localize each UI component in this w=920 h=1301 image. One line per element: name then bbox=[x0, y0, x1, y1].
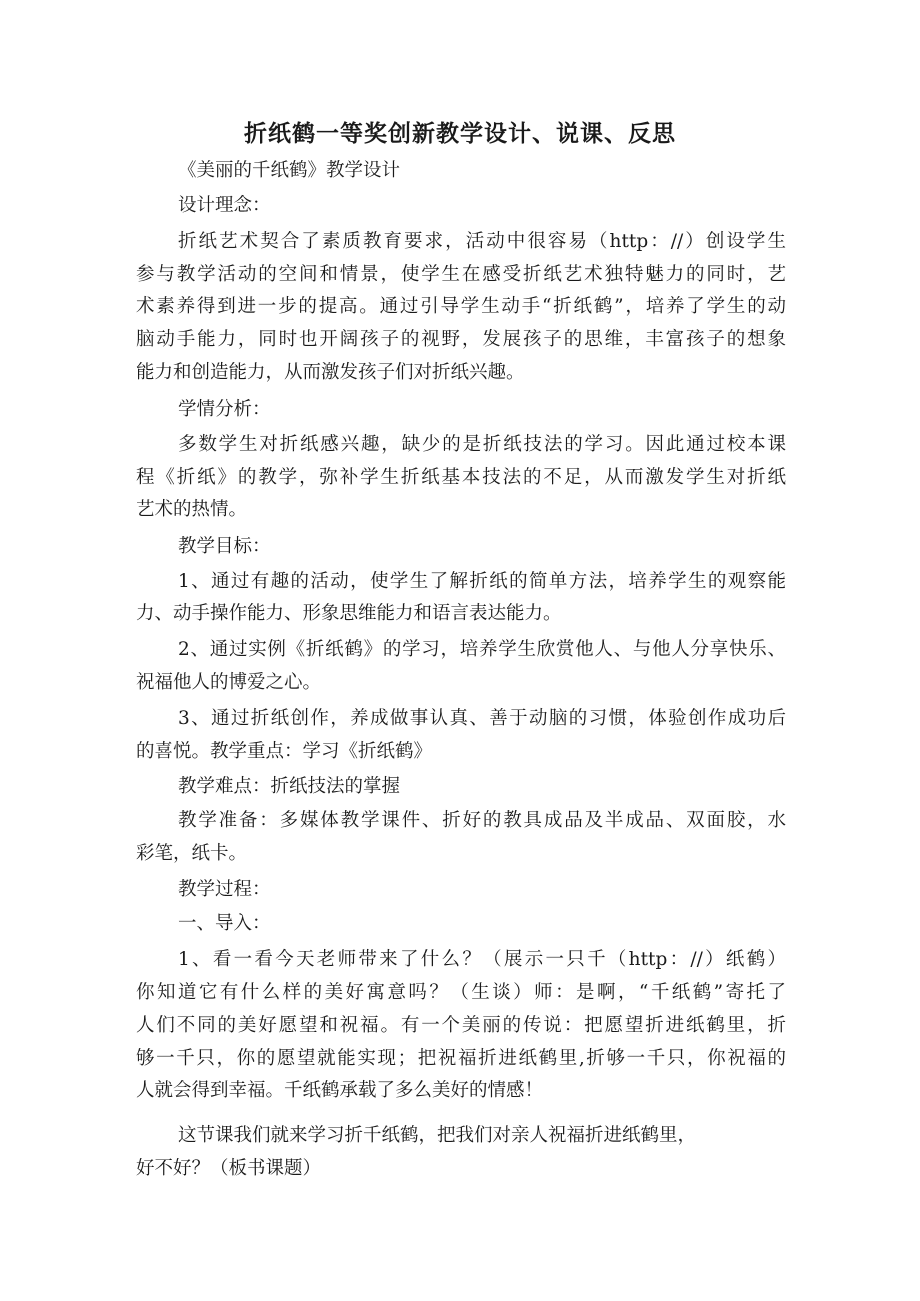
paragraph-line: 2、通过实例《折纸鹤》的学习，培养学生欣赏他人、与他人分享快乐、 bbox=[178, 639, 786, 660]
paragraph-line: 艺术的热情。 bbox=[136, 499, 248, 520]
paragraph-line: 能力和创造能力，从而激发孩子们对折纸兴趣。 bbox=[136, 362, 525, 383]
paragraph-line: 脑动手能力，同时也开阔孩子的视野，发展孩子的思维，丰富孩子的想象 bbox=[136, 329, 786, 350]
paragraph-line: 好不好？（板书课题） bbox=[136, 1158, 322, 1179]
paragraph-line: 祝福他人的博爱之心。 bbox=[136, 672, 322, 693]
subtitle: 《美丽的千纸鹤》教学设计 bbox=[178, 160, 401, 181]
paragraph-line: 参与教学活动的空间和情景，使学生在感受折纸艺术独特魅力的同时，艺 bbox=[136, 264, 786, 285]
paragraph-line: 程《折纸》的教学，弥补学生折纸基本技法的不足，从而激发学生对折纸 bbox=[136, 467, 786, 488]
paragraph-line: 折纸艺术契合了素质教育要求，活动中很容易（http：//）创设学生 bbox=[178, 231, 786, 252]
paragraph-line: 人们不同的美好愿望和祝福。有一个美丽的传说：把愿望折进纸鹤里，折 bbox=[136, 1015, 786, 1036]
paragraph-line: 1、通过有趣的活动，使学生了解折纸的简单方法，培养学生的观察能 bbox=[178, 571, 786, 592]
document-title: 折纸鹤一等奖创新教学设计、说课、反思 bbox=[244, 121, 676, 147]
section-heading: 教学过程： bbox=[178, 879, 271, 900]
section-heading: 一、导入： bbox=[178, 913, 271, 934]
paragraph-line: 这节课我们就来学习折千纸鹤，把我们对亲人祝福折进纸鹤里， bbox=[178, 1125, 697, 1146]
section-heading: 教学目标： bbox=[178, 536, 271, 557]
paragraph-line: 教学难点：折纸技法的掌握 bbox=[178, 776, 401, 797]
paragraph-line: 彩笔，纸卡。 bbox=[136, 843, 248, 864]
paragraph-line: 教学准备：多媒体教学课件、折好的教具成品及半成品、双面胶，水 bbox=[178, 810, 786, 831]
paragraph-line: 你知道它有什么样的美好寓意吗？（生谈）师：是啊，“千纸鹤”寄托了 bbox=[136, 982, 786, 1003]
section-heading: 学情分析： bbox=[178, 399, 271, 420]
paragraph-line: 的喜悦。教学重点：学习《折纸鹤》 bbox=[136, 741, 433, 762]
paragraph-line: 多数学生对折纸感兴趣，缺少的是折纸技法的学习。因此通过校本课 bbox=[178, 434, 786, 455]
paragraph-line: 3、通过折纸创作，养成做事认真、善于动脑的习惯，体验创作成功后 bbox=[178, 708, 786, 729]
paragraph-line: 力、动手操作能力、形象思维能力和语言表达能力。 bbox=[136, 603, 562, 624]
section-heading: 设计理念： bbox=[178, 195, 271, 216]
paragraph-line: 够一千只，你的愿望就能实现；把祝福折进纸鹤里,折够一千只，你祝福的 bbox=[136, 1048, 786, 1069]
paragraph-line: 1、看一看今天老师带来了什么？（展示一只千（http：//）纸鹤） bbox=[178, 949, 786, 970]
paragraph-line: 术素养得到进一步的提高。通过引导学生动手“折纸鹤”，培养了学生的动 bbox=[136, 296, 786, 317]
paragraph-line: 人就会得到幸福。千纸鹤承载了多么美好的情感！ bbox=[136, 1080, 544, 1101]
